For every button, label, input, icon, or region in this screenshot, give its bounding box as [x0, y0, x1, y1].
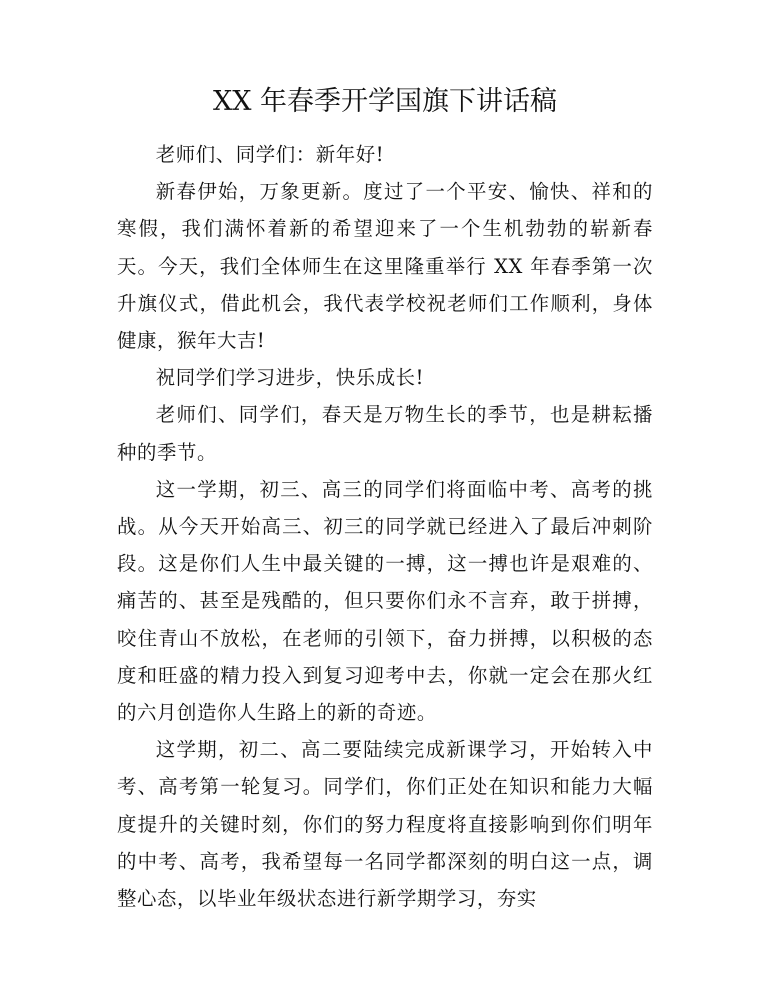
paragraph-spring-season: 老师们、同学们，春天是万物生长的季节，也是耕耘播种的季节。 [117, 403, 653, 464]
document-body [117, 136, 653, 917]
document-title: XX 年春季开学国旗下讲话稿 [212, 86, 558, 117]
paragraph-wish-students: 祝同学们学习进步，快乐成长! [155, 366, 425, 390]
paragraph-greeting: 老师们、同学们：新年好! [155, 143, 385, 166]
paragraph-graduating-classes: 这一学期，初三、高三的同学们将面临中考、高考的挑战。从今天开始高三、初三的同学就已经进入了最后冲刺阶段。这是你们人生中最关键的一搏，这一搏也许是艰难的、痛苦的、甚至是残酷的，但只要你们永不言弃，敢于拼搏，咬住青山不放松，在老师的引领下，奋力拼搏，以积极的态度和旺盛的精力投入到复习迎考中去，你就一定会在那火红的六月创造你人生路上的新的奇迹。 [117, 477, 653, 725]
paragraph-new-year: 新春伊始，万象更新。度过了一个平安、愉快、祥和的寒假，我们满怀着新的希望迎来了一个生机勃勃的崭新春天。今天，我们全体师生在这里隆重举行 XX 年春季第一次升旗仪式，借此机会，我代表学校祝老师们工作顺利，身体健康，猴年大吉! [117, 180, 653, 353]
paragraph-second-year-classes: 这学期，初二、高二要陆续完成新课学习，开始转入中考、高考第一轮复习。同学们，你们正处在知识和能力大幅度提升的关键时刻，你们的努力程度将直接影响到你们明年的中考、高考，我希望每一名同学都深刻的明白这一点，调整心态，以毕业年级状态进行新学期学习，夯实 [117, 738, 653, 911]
